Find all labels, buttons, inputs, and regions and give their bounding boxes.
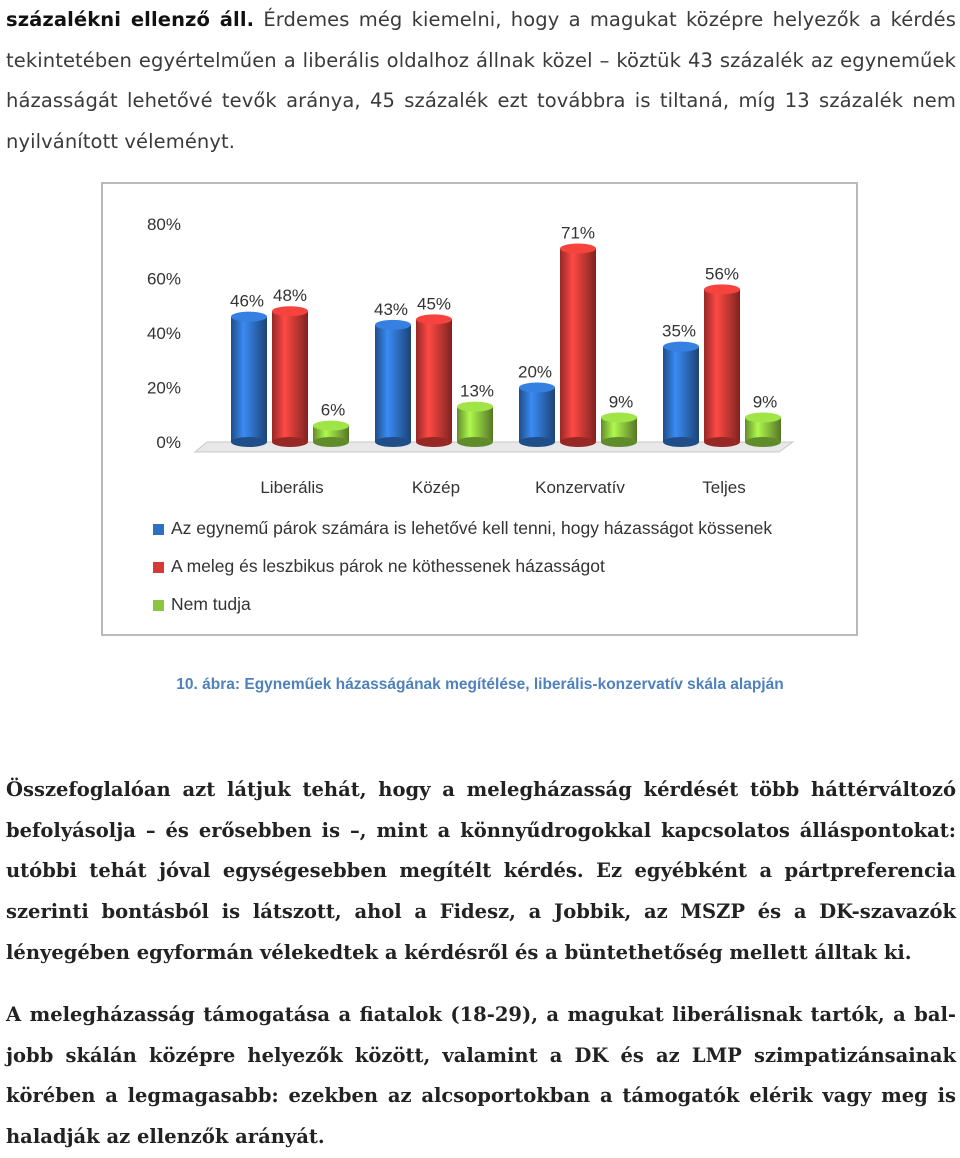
bar-top: [560, 244, 596, 254]
legend-swatch: [153, 562, 164, 573]
figure-caption: 10. ábra: Egyneműek házasságának megítélése, liberális-konzervatív skála alapján: [176, 676, 784, 693]
bar-base: [231, 437, 267, 447]
legend-swatch: [153, 600, 164, 611]
x-tick-label: Konzervatív: [535, 478, 625, 497]
legend-label: Nem tudja: [171, 594, 251, 614]
x-tick-label: Közép: [411, 478, 461, 497]
bar-base: [313, 437, 349, 447]
bar-top: [416, 314, 452, 324]
support-paragraph: A melegházasság támogatása a fiatalok (18-29), a magukat liberálisnak tartók, a bal-jobb skálán középre helyezők között, valamint a DK és az LMP szimpatizánsainak körében a legmagasabb: ezekben az alcsoportokban a támogatók elérik vagy meg is haladják az ellenzők arányát.: [6, 1003, 956, 1149]
bar-top: [745, 412, 781, 422]
y-tick-label: 0%: [156, 433, 181, 452]
data-label: 71%: [560, 223, 596, 243]
bar-base: [457, 437, 493, 447]
bar-base: [663, 437, 699, 447]
data-label: 9%: [752, 392, 778, 412]
y-tick-label: 20%: [146, 378, 181, 398]
bar-chart: [101, 182, 858, 636]
bar: [519, 388, 555, 443]
bar: [560, 249, 596, 442]
bar-top: [601, 412, 637, 422]
y-tick-label: 40%: [146, 324, 181, 343]
x-tick-label: Liberális: [260, 478, 324, 497]
bar-base: [704, 437, 740, 447]
bar-chart-svg: [103, 184, 856, 634]
x-tick-label: Teljes: [702, 478, 746, 497]
bar-top: [457, 402, 493, 412]
bar-top: [663, 342, 699, 352]
data-label: 9%: [608, 392, 634, 412]
y-tick-label: 80%: [146, 215, 181, 234]
summary-paragraph: Összefoglalóan azt látjuk tehát, hogy a melegházasság kérdését több háttérváltozó befolyásolja – és erősebben is –, mint a könnyűdrogokkal kapcsolatos álláspontokat: utóbbi tehát jóval egységesebben megítélt kérdés. Ez egyébként a pártpreferencia szerinti bontásból is látszott, ahol a Fidesz, a Jobbik, az MSZP és a DK-szavazók lényegében egyformán vélekedtek a kérdésről és a büntethetőség mellett álltak ki.: [6, 778, 956, 964]
bar-top: [704, 284, 740, 294]
data-label: 13%: [459, 381, 495, 401]
bar: [704, 289, 740, 442]
bar: [375, 325, 411, 442]
bar-base: [272, 437, 308, 447]
data-label: 46%: [229, 291, 265, 311]
data-label: 43%: [373, 299, 409, 319]
bar-base: [601, 437, 637, 447]
intro-bold-lead: százalékni ellenző áll.: [6, 8, 255, 31]
bar-base: [375, 437, 411, 447]
data-label: 48%: [272, 286, 308, 306]
bar-top: [313, 421, 349, 431]
legend-label: A meleg és leszbikus párok ne köthessenek házasságot: [171, 556, 605, 576]
bar: [272, 311, 308, 442]
data-label: 6%: [320, 400, 346, 420]
bar: [457, 407, 493, 442]
bar: [416, 319, 452, 442]
data-label: 20%: [517, 362, 553, 382]
y-tick-label: 60%: [146, 269, 181, 289]
legend-label: Az egynemű párok számára is lehetővé kell tenni, hogy házasságot kössenek: [171, 518, 773, 538]
bar: [231, 317, 267, 442]
intro-text: Érdemes még kiemelni, hogy a magukat középre helyezők a kérdés tekintetében egyértelműen a liberális oldalhoz állnak közel – köztük 43 százalék az egyneműek házasságát lehetővé tevők aránya, 45 százalék ezt továbbra is tiltaná, míg 13 százalék nem nyilvánított véleményt.: [6, 8, 956, 153]
bar-top: [375, 320, 411, 330]
bar-base: [416, 437, 452, 447]
bar-top: [231, 312, 267, 322]
bar: [663, 347, 699, 442]
data-label: 45%: [416, 294, 452, 314]
legend-swatch: [153, 524, 164, 535]
intro-paragraph: [6, 0, 956, 162]
data-label: 35%: [661, 321, 697, 341]
bar-base: [519, 437, 555, 447]
bar-base: [745, 437, 781, 447]
data-label: 56%: [704, 264, 740, 284]
bar-top: [272, 306, 308, 316]
bar-base: [560, 437, 596, 447]
bar-top: [519, 383, 555, 393]
